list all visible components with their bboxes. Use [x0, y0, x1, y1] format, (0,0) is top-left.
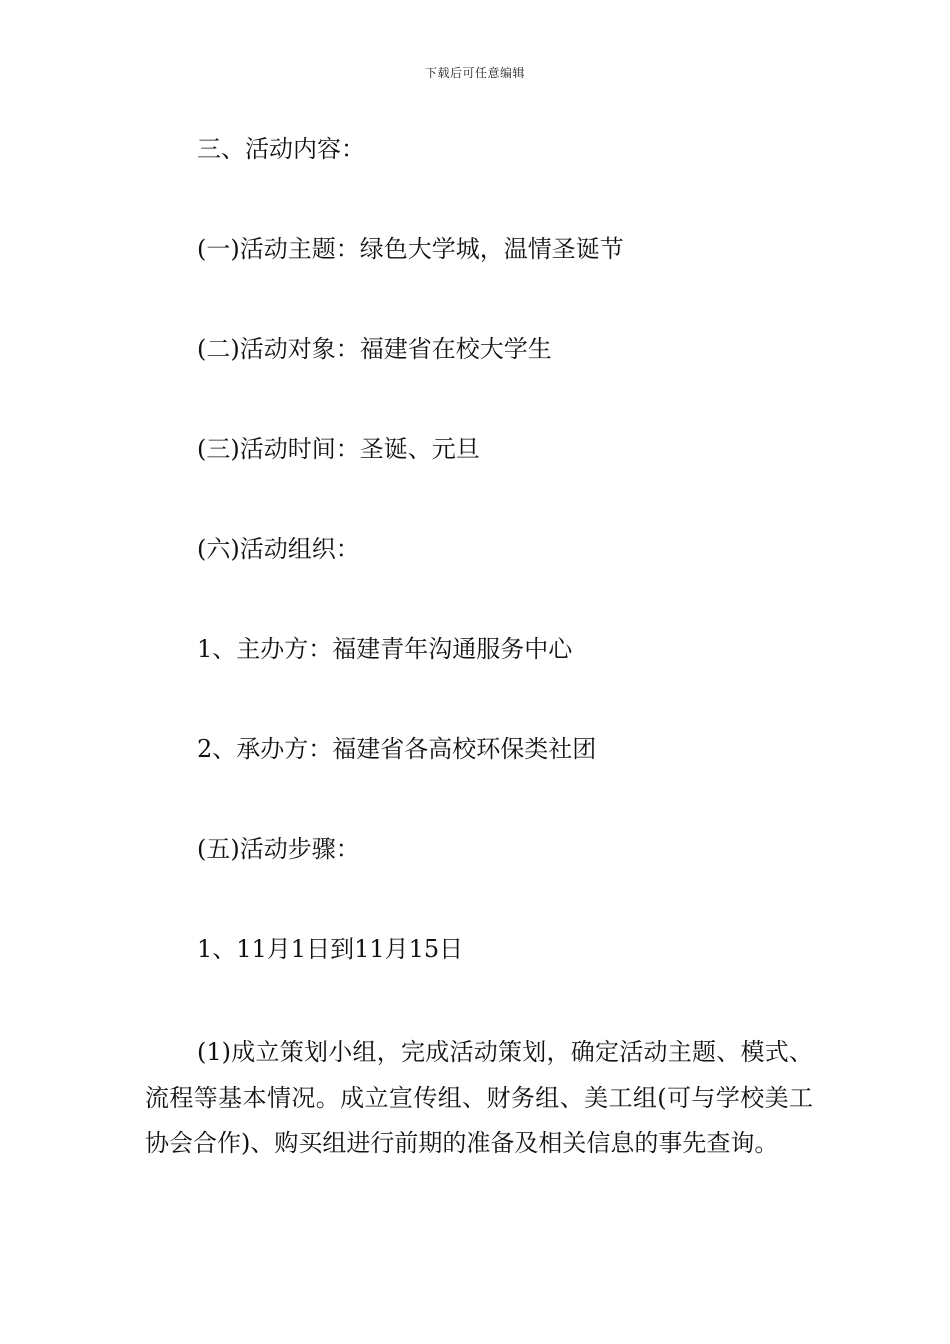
item-activity-target: (二)活动对象：福建省在校大学生: [197, 335, 552, 363]
item-step-date-range: 1、11月1日到11月15日: [197, 935, 464, 963]
item-activity-steps: (五)活动步骤：: [197, 835, 360, 863]
item-activity-time: (三)活动时间：圣诞、元旦: [197, 435, 480, 463]
item-organizer: 1、主办方：福建青年沟通服务中心: [197, 635, 573, 663]
item-activity-theme: (一)活动主题：绿色大学城，温情圣诞节: [197, 235, 624, 263]
step-one-paragraph: (1)成立策划小组，完成活动策划，确定活动主题、模式、流程等基本情况。成立宣传组、财务组、美工组(可与学校美工协会合作)、购买组进行前期的准备及相关信息的事先查询。: [145, 1038, 813, 1157]
item-co-organizer: 2、承办方：福建省各高校环保类社团: [197, 735, 597, 763]
section-heading: 三、活动内容：: [197, 135, 365, 163]
item-activity-organization: (六)活动组织：: [197, 535, 360, 563]
page-header-note: 下载后可任意编辑: [424, 66, 525, 80]
